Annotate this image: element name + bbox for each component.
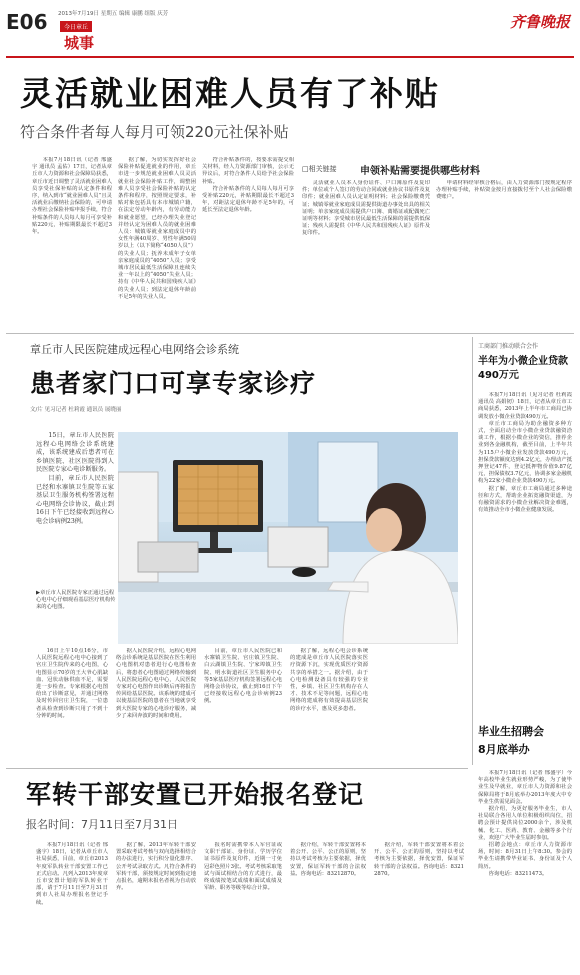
story3-body-col5 <box>374 842 464 968</box>
section-divider <box>6 333 574 334</box>
story2-body-col3 <box>204 648 282 763</box>
lead-body-col3 <box>202 157 294 322</box>
story2-intro <box>36 432 114 582</box>
story2-body-col1 <box>36 648 108 763</box>
related-body-col2 <box>436 180 572 320</box>
story2-paragraph: 目前，章丘市人民医院已和水寨镇卫生院、官庄镇卫生院、白云湖镇卫生院、宁家埠镇卫生院、明水街道社区卫生服务中心等5家基层医疗机构签署远程心电网络会诊协议，截止到16日下午已经接收远程心电会诊病例23例。 <box>204 648 282 705</box>
story2-headline: 患者家门口可享专家诊疗 <box>30 369 317 398</box>
story3-body-col4 <box>290 842 366 968</box>
story2-byline: 文/片 见习记者 杜莉霞 通讯员 展晓丽 <box>30 407 122 413</box>
lead-paragraph: 符合补贴条件的人员每人每月可享受补贴220元，补贴期限最长不超过3年，对距法定退休年龄不足5年的，可延长至法定退休年龄。 <box>202 185 294 214</box>
lead-body-col2 <box>118 157 196 322</box>
story3-paragraph: 报名时需携带本人军官证或文职干部证、身份证、学历学位证书原件及复印件，近期一寸免冠彩色照片3张。考试考核采取笔试与面试相结合的方式进行，最终成绩按笔试成绩和面试成绩及军龄、职务等级等综合计算。 <box>204 842 282 892</box>
story2-paragraph: 据人民医院介绍，远程心电网络会诊系统是基层医院在医生利用心电图机对患者进行心电图检查后，将患者心电图通过网络传输到人民医院远程心电中心，人民医院专家对心电图作出诊断后再将报告传回给基层医院。该系统的建成可以使基层医院的患者在当地就享受到大医院专家的心电诊疗服务，减少了来回奔波的时间和费用。 <box>116 648 196 719</box>
newspaper-logo: 齐鲁晚报 <box>509 13 570 31</box>
sidebar2-paragraph: 招聘会地点：章丘市人力资源市场，时间：8月31日上午8:30。参会的毕业生请携带毕业证书、身份证及个人简历。 <box>478 842 572 870</box>
issue-line: 2013年7月19日 星期五 编辑 康鹏 组版 庆芳 <box>58 11 169 17</box>
story3-headline: 军转干部安置已开始报名登记 <box>26 780 365 809</box>
masthead-divider <box>6 56 574 58</box>
photo-caption: ▶章丘市人民医院专家正通过远程心电中心仔细观看基层医疗机构传来的心电图。 <box>36 590 116 611</box>
story2-body-col2 <box>116 648 196 763</box>
sidebar2-headline-line2: 8月底举办 <box>478 743 530 756</box>
story3-paragraph: 据介绍，军转干部安置将本着公开、公平、公正的原则，坚持以考试考核为主要依据，择优安置，保证军转干部的合法权益。咨询电话：83212870。 <box>290 842 366 877</box>
sidebar2-paragraph: 咨询电话：83211473。 <box>488 870 548 877</box>
lead-subhead: 符合条件者每人每月可领220元社保补贴 <box>20 123 289 141</box>
related-title: 申领补贴需要提供哪些材料 <box>360 166 480 177</box>
sidebar1-body <box>478 392 572 710</box>
story3-paragraph: 本报7月18日讯（记者 邢盛宇）18日，记者从章丘市人社局获悉，目前，章丘市2013年度军队转业干部安置工作已正式启动。凡列入2013年度章丘市安置计划的军队转业干部，请于7月11日至7月31日到市人社局办理报名登记手续。 <box>36 842 108 906</box>
sidebar-divider <box>472 337 473 765</box>
lead-body-col1 <box>32 157 112 322</box>
story3-body-col1 <box>36 842 108 968</box>
story3-paragraph: 据了解，2013年军转干部安置采取考试考核与双向选择相结合的办法进行，实行积分量化排序、公开考试录取方式。凡符合条件的军转干部，须按规定时间到指定地点报名，逾期未报名者视为自动放弃。 <box>116 842 196 892</box>
sidebar2-body <box>478 770 572 968</box>
sidebar1-headline: 半年为小微企业贷款490万元 <box>478 356 568 381</box>
photo-illustration <box>118 432 458 644</box>
story2-body-col4 <box>290 648 368 763</box>
story2-intro-paragraph: 15日，章丘市人民医院远程心电网络会诊系统建成，该系统建成后患者可在乡镇医院、社区医院得到人民医院专家心电诊断服务。 <box>36 432 114 474</box>
sidebar2-paragraph: 据介绍，为更好服务毕业生，市人社局联合各用人单位积极组织岗位，招聘会预计提供岗位2000余个，涉及机械、化工、医药、教育、金融等多个行业，欢迎广大毕业生届时参加。 <box>478 806 572 841</box>
story3-paragraph: 据介绍，军转干部安置将本着公开、公平、公正的原则，坚持以考试考核为主要依据，择优安置，保证军转干部的合法权益。咨询电话：83212870。 <box>374 842 464 877</box>
lead-headline: 灵活就业困难人员有了补贴 <box>20 74 440 113</box>
story3-body-col2 <box>116 842 196 968</box>
story2-paragraph: 16日上午10点16分，市人民医院远程心电中心接到了官庄卫生院传来的心电图，心电图显示70岁的王大爷心肌缺血、冠状动脉供血不足，需要进一步检查。专家根据心电图给出了诊断意见，并通过网络及时传回官庄卫生院，一位患者从检查到诊断只用了不到十分钟的时间。 <box>36 648 108 719</box>
lead-paragraph: 符合补贴条件的，按要求需提交相关材料，经人力资源部门审核，公示无异议后，对符合条件人员给予社会保险补贴。 <box>202 157 294 185</box>
sidebar1-kicker: 工商部门推动联合会作 <box>478 343 539 350</box>
page-number: E06 <box>6 10 48 34</box>
story2-kicker: 章丘市人民医院建成远程心电网络会诊系统 <box>30 343 239 356</box>
lead-paragraph: 本报7月18日讯（记者 邢盛宇 通讯员 孟佑）17日，记者从章丘市人力资源和社会保障局获悉，章丘市近日调整了灵活就业困难人员享受社保补贴的认定条件和程序，纳入到市“就业困难人员”且灵活就业后缴纳社会保险的，可申请办理社会保险补贴申报手续，符合补贴条件的人员每人每月可享受补贴220元，补贴期限最长不超过3年。 <box>32 157 112 236</box>
related-body-col1 <box>302 180 430 320</box>
related-tag: □相关链接 <box>302 165 337 173</box>
masthead <box>0 0 580 56</box>
sidebar1-paragraph: 本报7月18日讯（见习记者 杜莉霞 通讯员 高娟韧）18日，记者从章丘市工商局获悉，2013年上半年市工商局已协调发放小微企业贷款490万元。 <box>478 392 572 420</box>
story3-body-col3 <box>204 842 282 968</box>
related-paragraph: 灵活就业人员本人身份证件、户口簿原件及复印件；单位或个人签订的劳动合同或就业协议书原件及复印件；就业困难人员认定证明材料；社会保险缴费凭证；城镇零就业家庭成员需提供街道办事处出具的相关证明；单亲家庭成员需提供户口簿、离婚证或配偶死亡证明等材料；享受城市居民最低生活保障的需提供低保证；残疾人需提供《中华人民共和国残疾人证》原件及复印件。 <box>302 180 430 237</box>
section-title: 城事 <box>64 34 95 52</box>
sidebar1-paragraph: 章丘市工商局为助企融资多种方式，全面启动全市小微企业贷款融资洽谈工作，根据小微企业的资信，推荐企业到各金融机构，截至目前，上半年共为115户小微企业发放贷款490万元，担保贷款额度达到4.2亿元，办理动产抵押登记47件，登记抵押物价值9.87亿元，担保债权3.7亿元，协调多家金融机构为22家小微企业贷款490万元。 <box>478 420 572 485</box>
sidebar1-paragraph: 据了解，章丘市工商局通过多种途径和方式，帮助企业拓宽融资渠道，为有融资需求的小微企业解决资金难题，有效推动全市小微企业健康发展。 <box>478 485 572 514</box>
news-photo <box>118 432 458 644</box>
sidebar2-paragraph: 本报7月18日讯（记者 邢盛宇）今年高校毕业生就业形势严峻，为了使毕业生及早就业，章丘市人力资源和社会保障局将于8月底举办2013年度大中专毕业生供需见面会。 <box>478 770 572 805</box>
related-paragraph: 申请材料经审核合格后，由人力资源部门按规定程序办理补贴手续，补贴资金按月直接拨付至个人社会保险缴费账户。 <box>436 180 572 201</box>
section-divider <box>6 768 468 769</box>
story3-subhead: 报名时间：7月11日至7月31日 <box>26 818 178 831</box>
section-tag: 今日章丘 <box>60 21 92 32</box>
story2-paragraph: 据了解，远程心电会诊系统的建成是章丘市人民医院落实医疗资源下沉，实现优质医疗资源共享的举措之一。据介绍，由于心电检测设备具有较强的专业性，乡镇、社区卫生机构存在人才、技术不足等问题，远程心电网络的建成将有效提高基层医院的诊疗水平，惠及更多患者。 <box>290 648 368 712</box>
sidebar2-headline-line1: 毕业生招聘会 <box>478 725 544 738</box>
lead-paragraph: 据了解，为切实发挥好社会保险补贴促进就业的作用，章丘市进一步规范就业困难人员灵活就业社会保险补贴工作，调整困难人员享受社会保险补贴的认定条件和程序，按照规定要求，补贴对象包括具有本市城镇户籍，在法定劳动年龄内，有劳动能力和就业愿望，已经办理失业登记并经认定为困难人员的就业困难人员：城镇零就业家庭成员中的女性年满40周岁、男性年满50周岁以上（以下简称“4050人员”）的失业人员；抚养未成年子女单亲家庭成员的“4050”人员；享受城市居民最低生活保障且连续失业一年以上的“4050”失业人员；持有《中华人民共和国残疾人证》的失业人员；到法定退休年龄前不足5年的失业人员。 <box>118 157 196 300</box>
story2-intro-paragraph: 目前，章丘市人民医院已经和水寨镇卫生院等五家基层卫生服务机构签署远程心电网络会诊协议，截止到16日下午已经接收到远程心电会诊病例23例。 <box>36 474 114 525</box>
